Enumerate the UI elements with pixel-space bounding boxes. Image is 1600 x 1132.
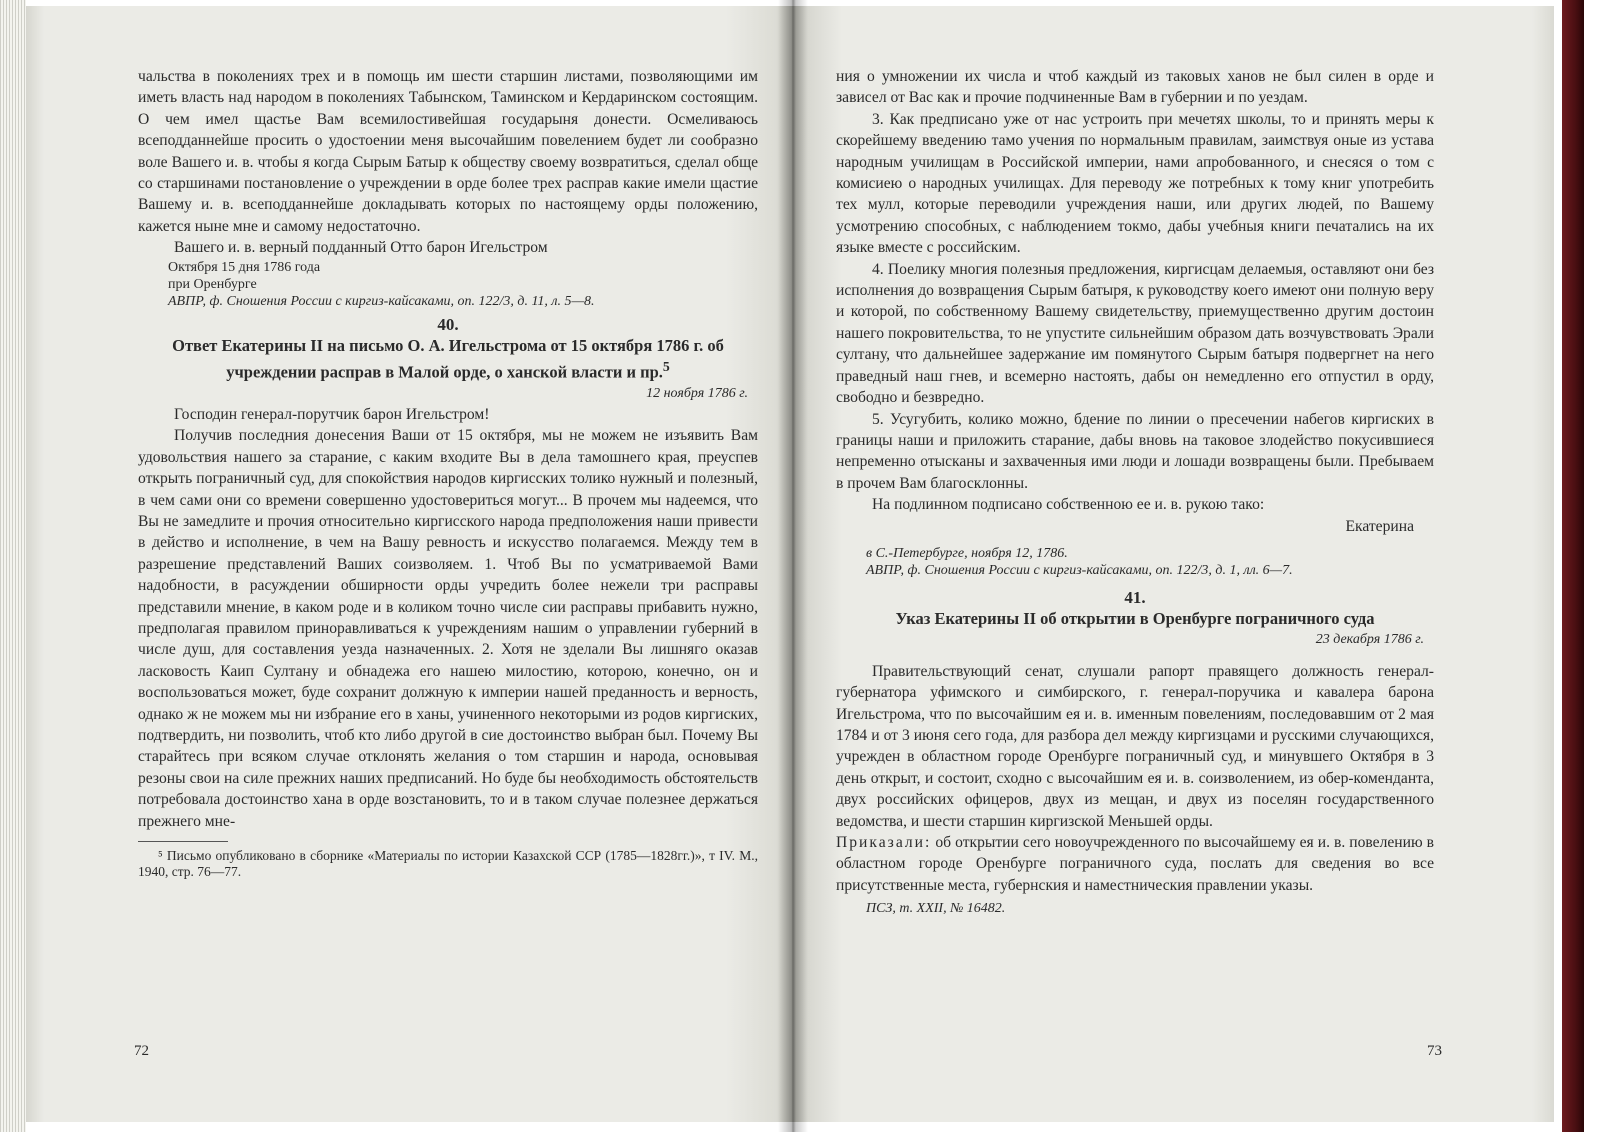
right-paragraph-continued: ния о умножении их числа и чтоб каждый из таковых ханов не был силен в орде и зависел от Вас как и прочие подчиненные Вам в губернии и по уездам. [836,68,1434,107]
document-date: 12 ноября 1786 г. [646,385,748,401]
letter-date: Октября 15 дня 1786 года [168,259,321,275]
document-number-41: 41. [1124,587,1146,607]
signed-note: На подлинном подписано собственною ее и. в. рукою тако: [872,496,1265,514]
right-page [792,6,1554,1122]
salutation: Господин генерал-порутчик барон Игельстром! [174,405,490,423]
order-text: об открытии сего новоучрежденного по высочайшему ея и. в. повелению в областном городе Оренбурге пограничного суда, послать для сведения во все присутственные места, губернския и наместническия правлении указы. [836,834,1434,894]
item-3: 3. Как предписано уже от нас устроить при мечетях школы, то и принять меры к скорейшему введению тамо учения по нормальным правилам, заимствуя оные из устава народным училищам в Российской империи, нами апробованного, и снесяся о том с комисиею о народных училищах. Для переводу же потребных к тому книг употребить тех мулл, которые переводили учреждения наши, или других людей, по Вашему усмотрению способных, с наблюдением токмо, дабы учебныя книги печатались на их языке вместе с российским. [836,110,1434,257]
document-title [138,335,758,383]
cover-band [1562,0,1584,1132]
page-number-right: 73 [1427,1043,1442,1059]
letter-body: Получив последния донесения Ваши от 15 октября, мы не можем не изъявить Вам удовольствия нашего за старание, с каким входите Вы в дела тамошнего края, преуспев открыть пограничный суд, для спокойствия народов киргисских толико нужный и полезный, в чем сами они со времени совершенно удостовериться могут... В прочем мы надеемся, что Вы не замедлите и прочия относительно киргисского народа предположения наши привести в действо и исполнение, в чем на Вашу ревность и искусство полагаемся. Между тем в разрешение представлений Ваших соизволяем. 1. Чтоб Вы по усматриваемой Вами надобности, в расуждении обширности орды учредить более нежели три расправы представили мнение, в каком роде и в коликом точно числе сии расправы прибавить нужно, предполагая правилом приноравливаться к учреждениям нашим о управлении губерний в числе душ, для составления уезда назначенных. 2. Хотя не зделали Вы лишняго оказав ласковость Каип Султану и обнадежа его нашею милостию, которою, конечно, он и воспользоваться может, буде сохранит должную к империи нашей преданность и верность, однако ж не можем мы ни избрание его в ханы, учиненного некоторыми из родов киргиских, подтвердить, ни позволить, чтоб кто либо другой в сие достоинство выбран был. Почему Вы старайтесь при всяком случае отклонять желания о том старшин и народа, основывая резоны свои на силе прежних наших предписаний. Но буде бы необходимость обстоятельств потребовала достоинство хана в орде возстановить, то и в таком случае полезнее держаться прежнего мне- [138,427,758,830]
document-title-41: Указ Екатерины II об открытии в Оренбурге пограничного суда [895,609,1375,629]
archive-source-right: АВПР, ф. Сношения России с киргиз-кайсаками, оп. 122/3, д. 1, лл. 6—7. [866,562,1293,578]
document-number: 40. [437,314,459,334]
book-spine-shadow [778,0,808,1132]
place-date: в С.-Петербурге, ноября 12, 1786. [866,545,1068,561]
decree-source: ПСЗ, т. XXII, № 16482. [866,901,1006,917]
page-edges-left [0,0,26,1132]
page-number-left: 72 [134,1043,149,1059]
right-text-column [836,66,1434,917]
order-label: Приказали: [836,834,932,851]
left-text-column [138,66,758,880]
signer-name: Екатерина [1345,517,1414,535]
decree-body: Правительствующий сенат, слушали рапорт правящего должность генерал-губернатора уфимского и симбирского, г. генерал-поручика и кавалера барона Игельстрома, что по высочайшим ея и. в. именным повелениям, последовавшим от 2 мая 1784 и от 3 июня сего года, для разбора дел между киргизцами и русскими случающихся, учрежден в областном городе Оренбурге пограничный суд, и минувшего Октября в 3 день открыт, и состоит, сходно с высочайшим ея и. в. соизволением, из обер-коменданта, двух российских офицеров, двух из мещан, и двух из поселян государственного ведомства, и шести старшин киргизской Меньшей орды. [836,662,1434,830]
left-paragraph-continued: чальства в поколениях трех и в помощь им шести старшин листами, позволяющими им иметь власть над народом в поколениях Табынском, Таминском и Кердаринском состоящим. О чем имел щастье Вам всемилостивейшая государыня донести. Осмеливаюсь всеподданнейше просить о удостоении меня высочайшим повелением будет ли сообразно воле Вашего и. в. чтобы я когда Сырым Батыр к обществу своему возвратиться, сделал обще со старшинами постановление о учреждении в орде более трех расправ какие имели щастие Вашему и. в. всеподданнейше докладывать которых по настоящему орды положению, кажется ныне мне и самому недостаточно. [138,68,758,235]
footnote-ref: 5 [662,359,670,375]
book-cover-edge [1554,0,1600,1132]
document-date-41: 23 декабря 1786 г. [1315,632,1424,648]
item-4: 4. Поелику многия полезныя предложения, киргисцам делаемыя, оставляют они без исполнения до возвращения Сырым батыря, к руководству коего имеют они полную веру и которой, по собственному Вашему свидетельству, приемущественно другим достоин нашего покровительства, то не упустите сильнейшим образом дать возчувствовать Эрали султану, что дальнейшее задержание им помянутого Сырым батыря подвергнет на него праведный наш гнев, и всемерно настоять, дабы он немедленно его отпустил в орду, свободно и безвредно. [836,260,1434,407]
letter-signature: Вашего и. в. верный подданный Отто барон Игельстром [174,239,548,257]
footnote-rule [138,841,228,842]
item-5: 5. Усугубить, колико можно, бдение по линии о пресечении набегов киргиских в границы наши и приложить старание, дабы вновь на таковое злодейство покусившиеся непременно отысканы и захваченныя ими люди и лошади возвращены были. Пребываем в прочем Вам благосклонны. [836,410,1434,492]
left-page [26,6,792,1122]
letter-place: при Оренбурге [168,276,257,292]
decree-order [836,832,1434,896]
footnote: ⁵ Письмо опубликовано в сборнике «Материалы по истории Казахской ССР (1785—1828гг.)», т IV. М., 1940, стр. 76—77. [138,848,758,880]
document-title-text: Ответ Екатерины II на письмо О. А. Игельстрома от 15 октября 1786 г. об учреждении расправ в Малой орде, о ханской власти и пр. [172,336,724,382]
archive-source: АВПР, ф. Сношения России с киргиз-кайсаками, оп. 122/3, д. 11, л. 5—8. [168,293,595,309]
